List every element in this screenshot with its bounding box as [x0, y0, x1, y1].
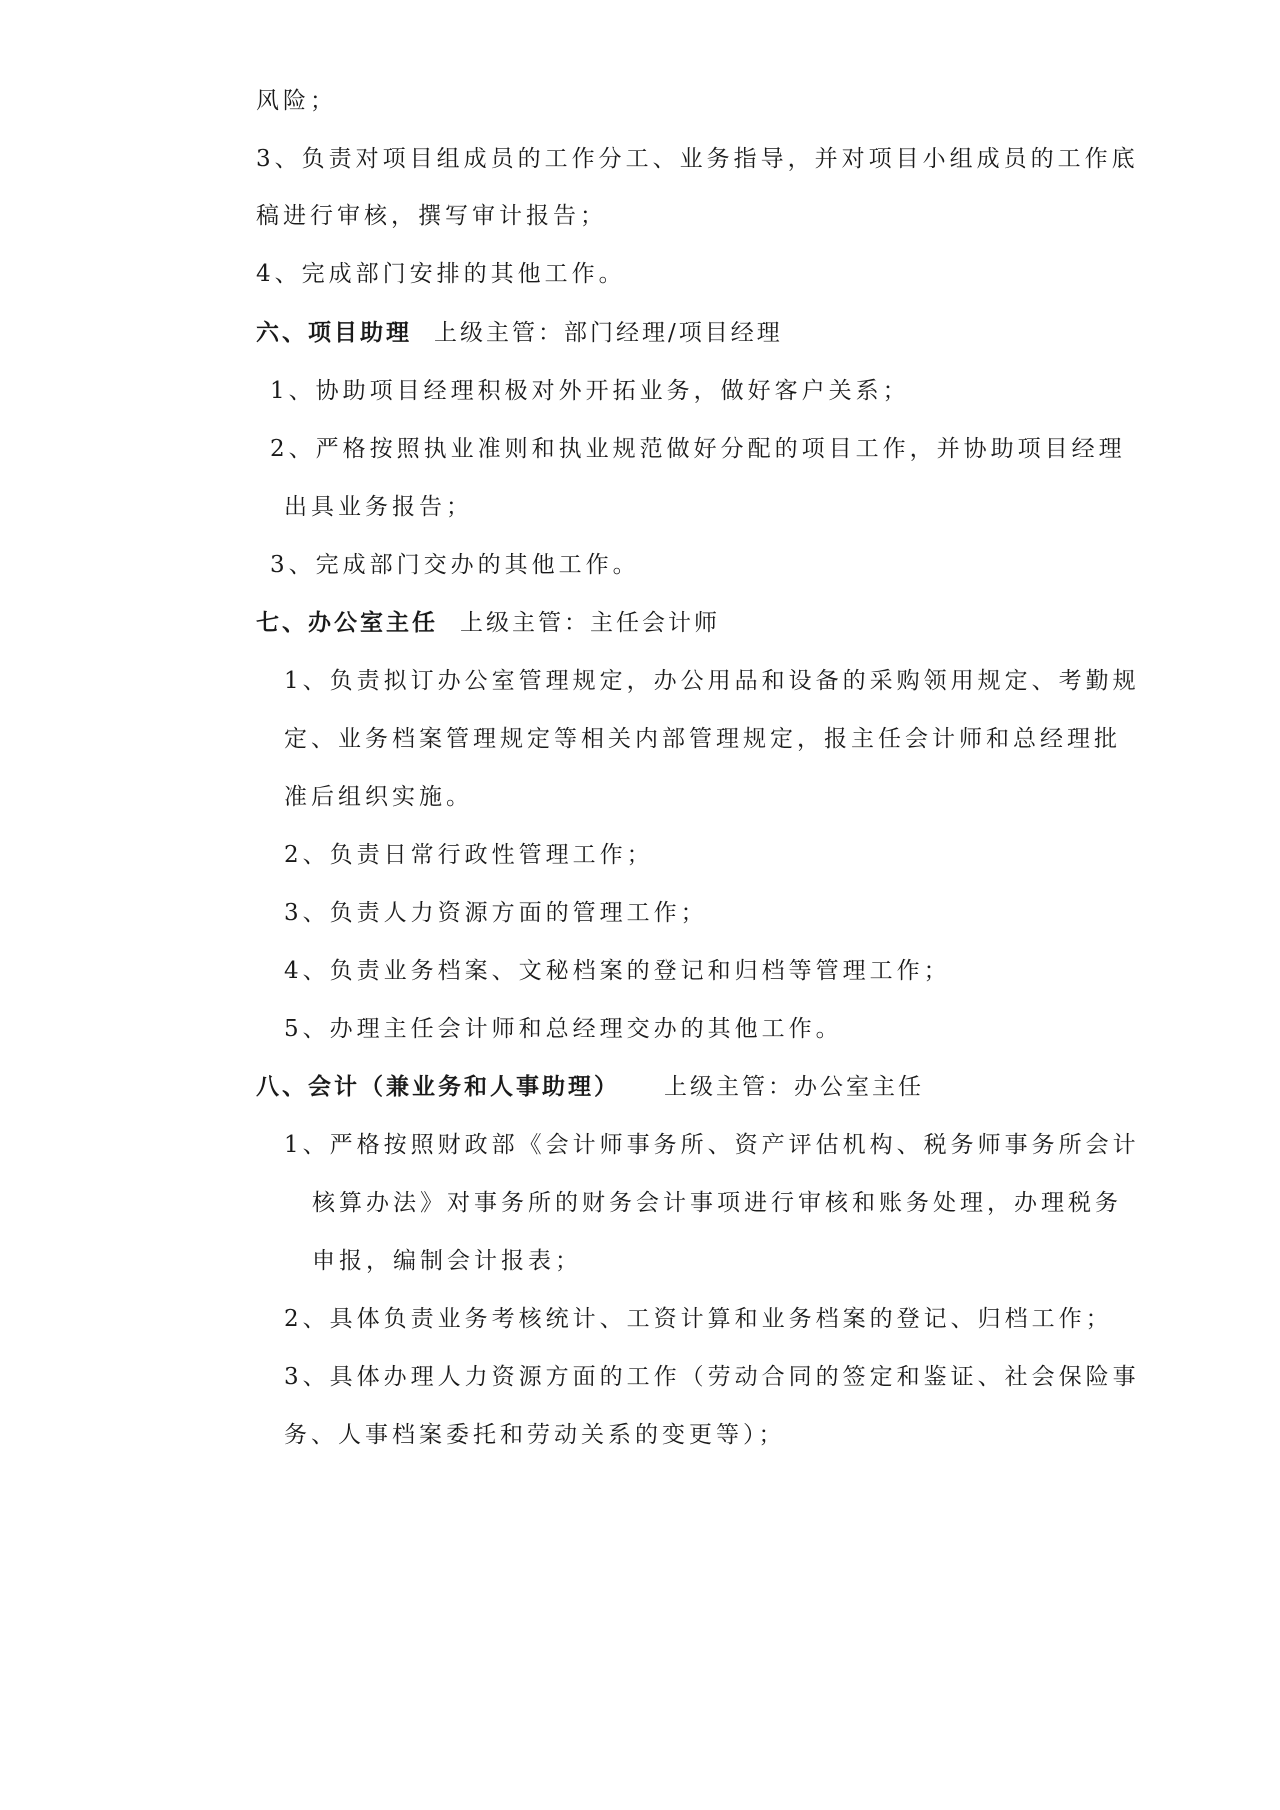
text-line: 4、完成部门安排的其他工作。 — [256, 261, 626, 287]
text-line: 务、人事档案委托和劳动关系的变更等）； — [284, 1422, 786, 1448]
section-heading-8 — [256, 1072, 924, 1102]
section-supervisor: 上级主管：办公室主任 — [664, 1074, 924, 1100]
section-supervisor: 上级主管：部门经理/项目经理 — [434, 320, 783, 346]
text-line: 3、负责对项目组成员的工作分工、业务指导，并对项目小组成员的工作底 — [256, 146, 1139, 172]
text-line: 2、严格按照执业准则和执业规范做好分配的项目工作，并协助项目经理 — [270, 436, 1126, 462]
text-line: 1、负责拟订办公室管理规定，办公用品和设备的采购领用规定、考勤规 — [284, 668, 1140, 694]
section-title: 六、项目助理 — [256, 319, 412, 346]
text-line: 定、业务档案管理规定等相关内部管理规定，报主任会计师和总经理批 — [284, 726, 1121, 752]
text-line: 2、负责日常行政性管理工作； — [284, 842, 654, 868]
text-line: 1、严格按照财政部《会计师事务所、资产评估机构、税务师事务所会计 — [284, 1132, 1140, 1158]
section-supervisor: 上级主管：主任会计师 — [460, 610, 720, 636]
section-heading-7 — [256, 608, 720, 638]
text-line: 准后组织实施。 — [284, 784, 473, 810]
text-line: 2、具体负责业务考核统计、工资计算和业务档案的登记、归档工作； — [284, 1306, 1113, 1332]
section-heading-6 — [256, 318, 783, 348]
text-line: 3、负责人力资源方面的管理工作； — [284, 900, 708, 926]
text-line: 核算办法》对事务所的财务会计事项进行审核和账务处理，办理税务 — [312, 1190, 1122, 1216]
text-line: 风险； — [256, 88, 337, 114]
section-title: 七、办公室主任 — [256, 609, 438, 636]
text-line: 4、负责业务档案、文秘档案的登记和归档等管理工作； — [284, 958, 951, 984]
section-title: 八、会计（兼业务和人事助理） — [256, 1073, 620, 1100]
text-line: 5、办理主任会计师和总经理交办的其他工作。 — [284, 1016, 843, 1042]
text-line: 3、完成部门交办的其他工作。 — [270, 552, 640, 578]
text-line: 3、具体办理人力资源方面的工作（劳动合同的签定和鉴证、社会保险事 — [284, 1364, 1140, 1390]
text-line: 稿进行审核，撰写审计报告； — [256, 203, 607, 229]
text-line: 申报，编制会计报表； — [312, 1248, 582, 1274]
text-line: 出具业务报告； — [284, 494, 473, 520]
text-line: 1、协助项目经理积极对外开拓业务，做好客户关系； — [270, 378, 910, 404]
